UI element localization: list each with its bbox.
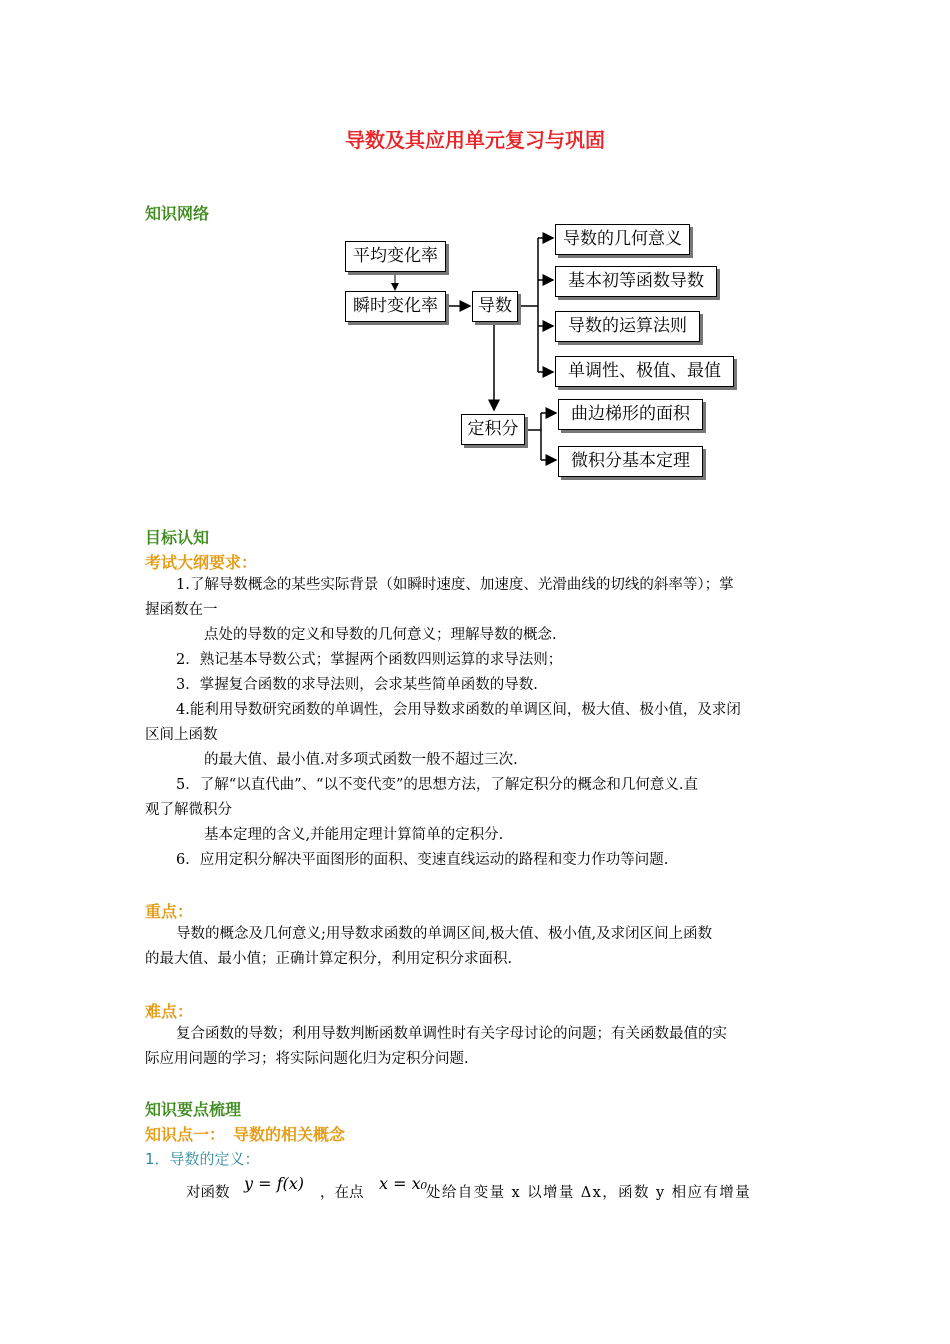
goal-item-3: 3．掌握复合函数的求导法则，会求某些简单函数的导数. xyxy=(176,677,538,693)
knowledge-review-heading: 知识要点梳理 xyxy=(145,1100,242,1119)
key-points-line1: 导数的概念及几何意义;用导数求函数的单调区间,极大值、极小值,及求闭区间上函数 xyxy=(176,926,713,942)
node-curved-trapezoid: 曲边梯形的面积 xyxy=(558,399,703,430)
goal-item-2: 2．熟记基本导数公式；掌握两个函数四则运算的求导法则； xyxy=(176,652,563,668)
exam-requirements-heading: 考试大纲要求： xyxy=(145,553,258,572)
node-basic-derivatives: 基本初等函数导数 xyxy=(555,266,717,297)
node-instantaneous-rate: 瞬时变化率 xyxy=(345,291,446,322)
node-derivative: 导数 xyxy=(472,291,518,322)
node-average-rate: 平均变化率 xyxy=(345,241,446,272)
goal-item-4-line2: 区间上函数 xyxy=(145,727,218,743)
knowledge-network-heading: 知识网络 xyxy=(145,204,210,223)
goal-item-4-line3: 的最大值、最小值.对多项式函数一般不超过三次. xyxy=(204,752,518,768)
node-derivative-rules: 导数的运算法则 xyxy=(555,311,700,342)
goal-item-1-line3: 点处的导数的定义和导数的几何意义；理解导数的概念. xyxy=(204,627,557,643)
definition-text-2: ，在点 xyxy=(320,1185,364,1201)
difficulties-line2: 际应用问题的学习；将实际问题化归为定积分问题. xyxy=(145,1051,469,1067)
goal-item-6: 6．应用定积分解决平面图形的面积、变速直线运动的路程和变力作功等问题. xyxy=(176,852,669,868)
definition-text-3: 处给自变量 x 以增量 Δx，函数 y 相应有增量 xyxy=(426,1185,752,1201)
definition-text-1: 对函数 xyxy=(186,1185,230,1201)
page-title: 导数及其应用单元复习与巩固 xyxy=(345,128,605,152)
formula-x-equals-x0: x = x₀ xyxy=(379,1174,428,1193)
node-monotonicity: 单调性、极值、最值 xyxy=(555,356,734,387)
key-points-line2: 的最大值、最小值；正确计算定积分，利用定积分求面积. xyxy=(145,951,513,967)
node-definite-integral: 定积分 xyxy=(461,414,525,445)
goal-item-1-line2: 握函数在一 xyxy=(145,602,218,618)
point1-heading: 知识点一： 导数的相关概念 xyxy=(145,1125,346,1144)
node-fundamental-theorem: 微积分基本定理 xyxy=(558,446,703,477)
difficulties-line1: 复合函数的导数；利用导数判断函数单调性时有关字母讨论的问题；有关函数最值的实 xyxy=(176,1026,727,1042)
derivative-definition-heading: 1．导数的定义： xyxy=(145,1150,260,1168)
goal-item-5-line3: 基本定理的含义,并能用定理计算简单的定积分. xyxy=(204,827,504,843)
node-geometric-meaning: 导数的几何意义 xyxy=(555,224,690,255)
formula-y-equals-fx: y = f(x) xyxy=(244,1174,305,1193)
goal-item-1-line1: 1.了解导数概念的某些实际背景（如瞬时速度、加速度、光滑曲线的切线的斜率等）；掌 xyxy=(176,577,734,593)
goal-item-5-line2: 观了解微积分 xyxy=(145,802,232,818)
difficulties-heading: 难点： xyxy=(145,1002,194,1021)
key-points-heading: 重点： xyxy=(145,902,194,921)
goal-item-5-line1: 5．了解“以直代曲”、“以不变代变”的思想方法，了解定积分的概念和几何意义.直 xyxy=(176,777,698,793)
goals-heading: 目标认知 xyxy=(145,528,210,547)
goal-item-4-line1: 4.能利用导数研究函数的单调性，会用导数求函数的单调区间，极大值、极小值，及求闭 xyxy=(176,702,741,718)
